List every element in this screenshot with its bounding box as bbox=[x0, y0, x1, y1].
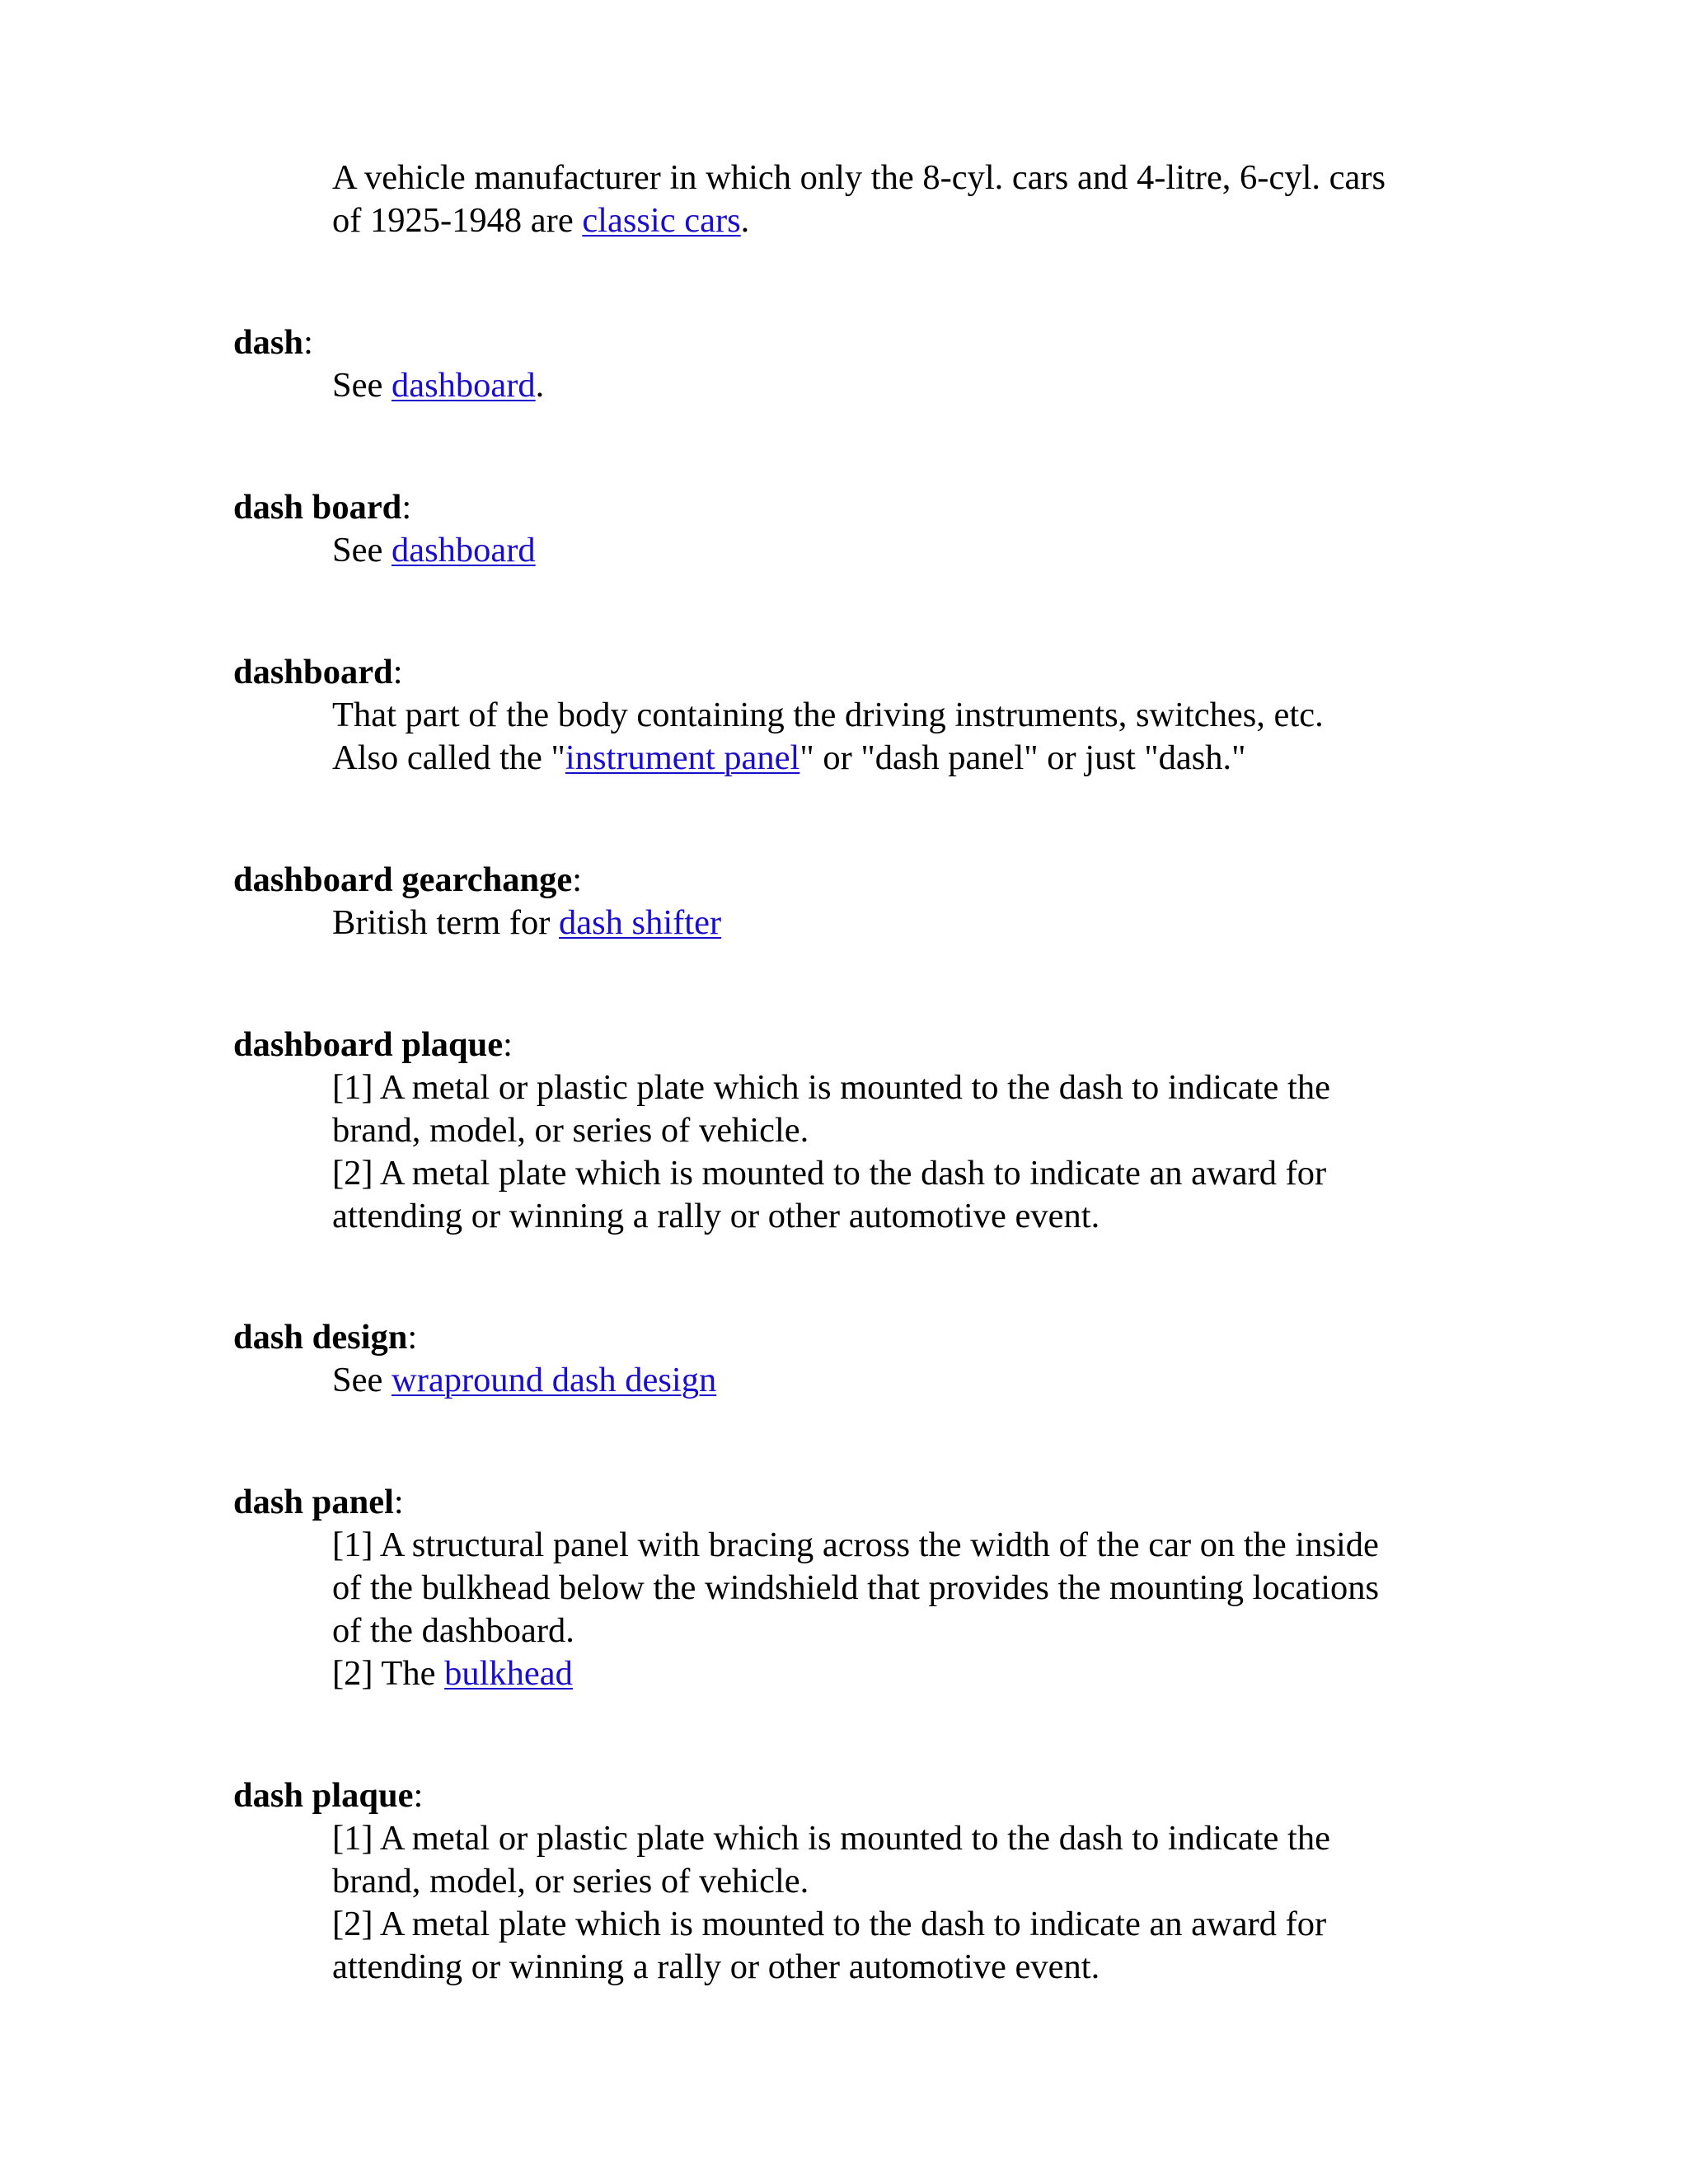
definition-text: See bbox=[332, 531, 392, 569]
definition-text: British term for bbox=[332, 903, 560, 942]
term-name: dashboard gearchange bbox=[233, 860, 573, 899]
term-heading bbox=[233, 1316, 1470, 1359]
term-heading bbox=[233, 1774, 1470, 1817]
definition bbox=[332, 529, 1470, 572]
definition-line bbox=[332, 529, 1470, 572]
link-bulkhead[interactable]: bulkhead bbox=[444, 1654, 573, 1693]
link-instrument-panel[interactable]: instrument panel bbox=[565, 738, 800, 777]
link-classic-cars[interactable]: classic cars bbox=[582, 201, 741, 240]
term-name: dash panel bbox=[233, 1483, 394, 1521]
entry-dashboard-gearchange bbox=[233, 859, 1470, 944]
definition-line bbox=[332, 364, 1470, 407]
entry-dash-design bbox=[233, 1316, 1470, 1402]
link-dash-shifter[interactable]: dash shifter bbox=[559, 903, 722, 942]
definition-line: brand, model, or series of vehicle. bbox=[332, 1862, 809, 1900]
definition bbox=[332, 1359, 1470, 1402]
definition bbox=[332, 1524, 1470, 1695]
term-heading bbox=[233, 651, 1470, 694]
definition bbox=[332, 364, 1470, 407]
term-heading bbox=[233, 859, 1470, 902]
definition bbox=[332, 1817, 1470, 1989]
entry-dashboard bbox=[233, 651, 1470, 780]
term-heading bbox=[233, 1024, 1470, 1066]
definition-line: of the dashboard. bbox=[332, 1611, 574, 1650]
term-colon: : bbox=[407, 1318, 418, 1357]
definition-text: of 1925-1948 are bbox=[332, 201, 583, 240]
definition-line: of the bulkhead below the windshield that provides the mounting locations bbox=[332, 1568, 1380, 1607]
definition-text: See bbox=[332, 1361, 392, 1399]
definition bbox=[332, 157, 1470, 242]
definition-text: " or "dash panel" or just "dash." bbox=[799, 738, 1246, 777]
term-heading bbox=[233, 1481, 1470, 1524]
term-name: dash plaque bbox=[233, 1776, 414, 1815]
definition-text: . bbox=[740, 201, 750, 240]
definition-line bbox=[332, 737, 1470, 780]
entry-dash-panel bbox=[233, 1481, 1470, 1695]
term-name: dash board bbox=[233, 488, 402, 527]
definition-line bbox=[332, 902, 1470, 944]
definition-line: brand, model, or series of vehicle. bbox=[332, 1111, 809, 1150]
entry-dash-board bbox=[233, 486, 1470, 572]
definition-line: [1] A structural panel with bracing across the width of the car on the inside bbox=[332, 1526, 1379, 1564]
entry-continuation bbox=[233, 157, 1470, 242]
definition-text: [2] The bbox=[332, 1654, 445, 1693]
entry-dashboard-plaque bbox=[233, 1024, 1470, 1238]
term-name: dash design bbox=[233, 1318, 408, 1357]
definition-text: Also called the " bbox=[332, 738, 565, 777]
link-dashboard[interactable]: dashboard bbox=[392, 531, 536, 569]
term-colon: : bbox=[393, 1483, 404, 1521]
definition-line: That part of the body containing the driving instruments, switches, etc. bbox=[332, 696, 1324, 734]
definition-line: attending or winning a rally or other automotive event. bbox=[332, 1197, 1100, 1235]
definition-line: [1] A metal or plastic plate which is mounted to the dash to indicate the bbox=[332, 1068, 1330, 1107]
term-heading bbox=[233, 321, 1470, 364]
term-name: dashboard bbox=[233, 653, 393, 691]
term-colon: : bbox=[392, 653, 403, 691]
definition bbox=[332, 694, 1470, 780]
term-colon: : bbox=[303, 323, 313, 362]
entry-dash-plaque bbox=[233, 1774, 1470, 1989]
definition-line: [2] A metal plate which is mounted to the dash to indicate an award for bbox=[332, 1154, 1327, 1193]
definition-line: A vehicle manufacturer in which only the 8-cyl. cars and 4-litre, 6-cyl. cars bbox=[332, 158, 1386, 197]
definition bbox=[332, 902, 1470, 944]
definition-line bbox=[332, 1359, 1470, 1402]
term-heading bbox=[233, 486, 1470, 529]
link-dashboard[interactable]: dashboard bbox=[392, 366, 536, 405]
definition bbox=[332, 1066, 1470, 1238]
term-colon: : bbox=[572, 860, 583, 899]
term-colon: : bbox=[401, 488, 412, 527]
term-colon: : bbox=[503, 1025, 513, 1064]
definition-line: attending or winning a rally or other automotive event. bbox=[332, 1947, 1100, 1986]
term-colon: : bbox=[413, 1776, 424, 1815]
definition-line: [1] A metal or plastic plate which is mounted to the dash to indicate the bbox=[332, 1819, 1330, 1858]
term-name: dash bbox=[233, 323, 304, 362]
definition-line bbox=[332, 199, 1470, 242]
definition-text: See bbox=[332, 366, 392, 405]
term-name: dashboard plaque bbox=[233, 1025, 504, 1064]
definition-line bbox=[332, 1652, 1470, 1695]
entry-dash bbox=[233, 321, 1470, 407]
link-wrapround-dash-design[interactable]: wrapround dash design bbox=[392, 1361, 717, 1399]
definition-line: [2] A metal plate which is mounted to the dash to indicate an award for bbox=[332, 1905, 1327, 1943]
definition-text: . bbox=[535, 366, 545, 405]
